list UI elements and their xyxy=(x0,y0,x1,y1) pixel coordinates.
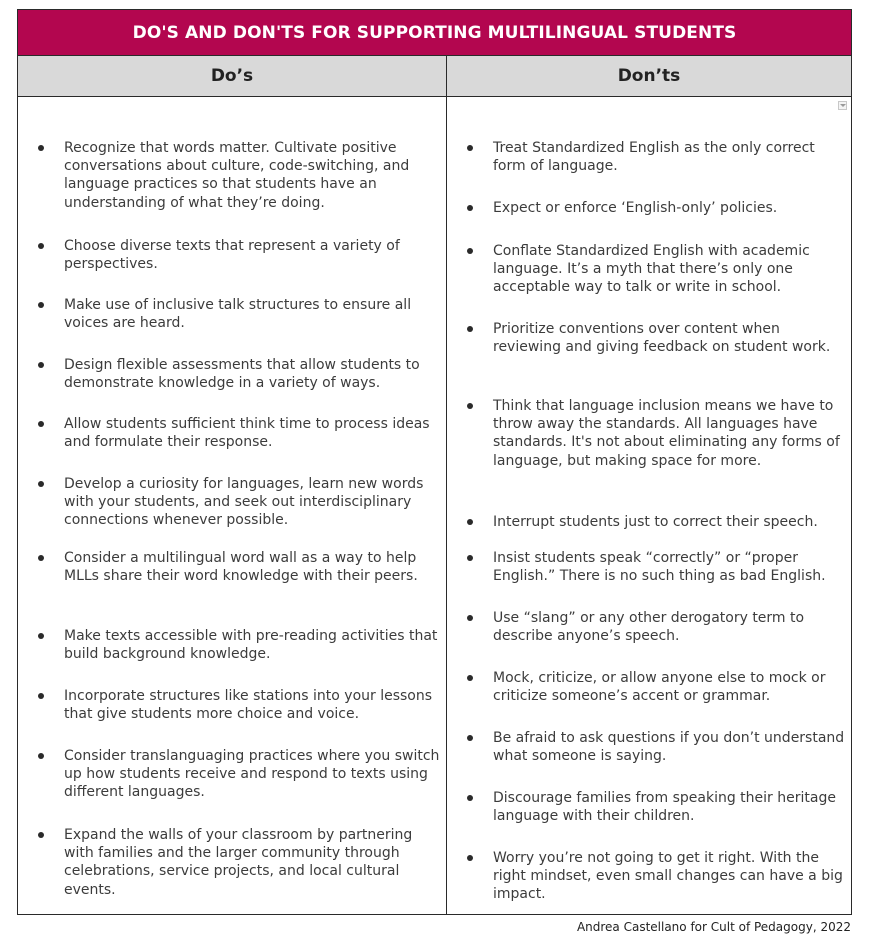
dos-column-header: Do’s xyxy=(18,56,447,97)
bullet-icon xyxy=(467,735,473,741)
dos-item-text: Consider translanguaging practices where you switch up how students receive and respond to texts using different languages. xyxy=(64,748,440,801)
bullet-icon xyxy=(38,633,44,639)
dos-list-item xyxy=(64,826,442,899)
donts-list-item xyxy=(493,513,849,531)
dos-list-item xyxy=(64,237,442,273)
dos-list-item xyxy=(64,296,442,332)
donts-item-text: Interrupt students just to correct their speech. xyxy=(493,514,818,530)
bullet-icon xyxy=(38,481,44,487)
dos-list-item xyxy=(64,139,442,212)
dos-item-text: Design flexible assessments that allow students to demonstrate knowledge in a variety of ways. xyxy=(64,357,420,392)
donts-column-header: Don’ts xyxy=(447,56,851,97)
donts-list-item xyxy=(493,242,849,297)
bullet-icon xyxy=(38,145,44,151)
dos-item-text: Consider a multilingual word wall as a way to help MLLs share their word knowledge with their peers. xyxy=(64,550,418,585)
bullet-icon xyxy=(38,243,44,249)
bullet-icon xyxy=(467,615,473,621)
donts-list-item xyxy=(493,397,849,470)
bullet-icon xyxy=(467,248,473,254)
bullet-icon xyxy=(38,421,44,427)
donts-list-item xyxy=(493,849,849,904)
donts-item-text: Treat Standardized English as the only correct form of language. xyxy=(493,140,815,175)
donts-list-item xyxy=(493,669,849,705)
dos-item-text: Choose diverse texts that represent a variety of perspectives. xyxy=(64,238,400,273)
bullet-icon xyxy=(467,403,473,409)
dos-item-text: Make use of inclusive talk structures to ensure all voices are heard. xyxy=(64,297,412,332)
bullet-icon xyxy=(467,145,473,151)
column-divider xyxy=(446,97,447,915)
donts-item-text: Prioritize conventions over content when reviewing and giving feedback on student work. xyxy=(493,321,831,356)
bullet-icon xyxy=(467,519,473,525)
dos-list-item xyxy=(64,475,442,530)
bullet-icon xyxy=(38,832,44,838)
bullet-icon xyxy=(467,555,473,561)
donts-list-item xyxy=(493,320,849,356)
bullet-icon xyxy=(467,205,473,211)
donts-list-item xyxy=(493,549,849,585)
dos-list-item xyxy=(64,747,442,802)
bullet-icon xyxy=(38,362,44,368)
dos-list-item xyxy=(64,356,442,392)
dos-item-text: Make texts accessible with pre-reading activities that build background knowledge. xyxy=(64,628,438,663)
dos-list-item xyxy=(64,627,442,663)
donts-list-item xyxy=(493,789,849,825)
donts-item-text: Be afraid to ask questions if you don’t understand what someone is saying. xyxy=(493,730,845,765)
donts-item-text: Insist students speak “correctly” or “proper English.” There is no such thing as bad English. xyxy=(493,550,826,585)
donts-list-item xyxy=(493,139,849,175)
donts-item-text: Expect or enforce ‘English-only’ policies. xyxy=(493,200,778,216)
credit-line: Andrea Castellano for Cult of Pedagogy, 2022 xyxy=(576,920,851,934)
bullet-icon xyxy=(467,326,473,332)
table-title: DO'S AND DON'TS FOR SUPPORTING MULTILINGUAL STUDENTS xyxy=(18,10,851,56)
chevron-down-icon[interactable] xyxy=(838,101,847,110)
donts-item-text: Conflate Standardized English with academic language. It’s a myth that there’s only one acceptable way to talk or write in school. xyxy=(493,243,810,296)
dos-item-text: Incorporate structures like stations into your lessons that give students more choice and voice. xyxy=(64,688,433,723)
bullet-icon xyxy=(467,855,473,861)
donts-item-text: Discourage families from speaking their heritage language with their children. xyxy=(493,790,836,825)
dos-list-item xyxy=(64,549,442,585)
bullet-icon xyxy=(38,302,44,308)
donts-item-text: Use “slang” or any other derogatory term to describe anyone’s speech. xyxy=(493,610,805,645)
dos-donts-table xyxy=(17,9,852,915)
dos-list-item xyxy=(64,415,442,451)
bullet-icon xyxy=(38,753,44,759)
donts-item-text: Mock, criticize, or allow anyone else to mock or criticize someone’s accent or grammar. xyxy=(493,670,826,705)
dos-item-text: Expand the walls of your classroom by partnering with families and the larger community through celebrations, service projects, and local cultural events. xyxy=(64,827,413,898)
dos-item-text: Allow students sufficient think time to process ideas and formulate their response. xyxy=(64,416,430,451)
dos-item-text: Develop a curiosity for languages, learn new words with your students, and seek out interdisciplinary connections whenever possible. xyxy=(64,476,424,529)
dos-item-text: Recognize that words matter. Cultivate positive conversations about culture, code-switching, and language practices so that students have an understanding of what they’re doing. xyxy=(64,140,410,211)
donts-list-item xyxy=(493,609,849,645)
bullet-icon xyxy=(467,795,473,801)
donts-list-item xyxy=(493,199,849,217)
bullet-icon xyxy=(38,693,44,699)
dos-list-item xyxy=(64,687,442,723)
bullet-icon xyxy=(38,555,44,561)
donts-list-item xyxy=(493,729,849,765)
donts-item-text: Worry you’re not going to get it right. With the right mindset, even small changes can have a big impact. xyxy=(493,850,843,903)
donts-item-text: Think that language inclusion means we have to throw away the standards. All languages have standards. It's not about eliminating any forms of language, but making space for more. xyxy=(493,398,840,469)
bullet-icon xyxy=(467,675,473,681)
